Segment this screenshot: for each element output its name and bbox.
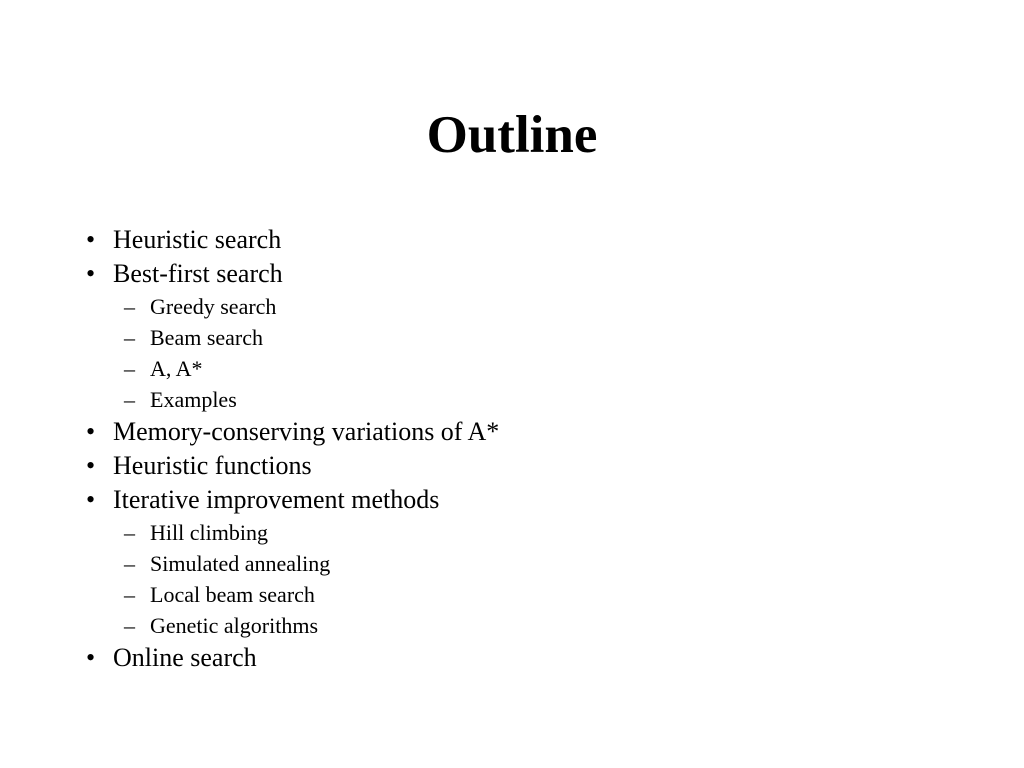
dash-marker: –: [124, 551, 135, 576]
sub-list-item-text: Greedy search: [150, 294, 277, 319]
bullet-marker: •: [86, 643, 96, 672]
list-item-text: Online search: [113, 643, 257, 672]
sub-list-item-text: Examples: [150, 387, 237, 412]
list-item: [86, 257, 966, 291]
list-item: [86, 415, 966, 449]
sub-list-item-text: A, A*: [150, 356, 203, 381]
dash-marker: –: [124, 387, 135, 412]
sub-list-item: [86, 517, 966, 548]
outline-list: [86, 223, 966, 675]
list-item-text: Iterative improvement methods: [113, 485, 440, 514]
sub-list-item: [86, 353, 966, 384]
list-item: [86, 223, 966, 257]
dash-marker: –: [124, 325, 135, 350]
sub-list-item-text: Beam search: [150, 325, 263, 350]
bullet-marker: •: [86, 259, 96, 288]
sub-list-item: [86, 548, 966, 579]
bullet-marker: •: [86, 485, 96, 514]
list-item: [86, 449, 966, 483]
bullet-marker: •: [86, 225, 96, 254]
dash-marker: –: [124, 294, 135, 319]
sub-list-item: [86, 384, 966, 415]
list-item: [86, 483, 966, 517]
list-item-text: Memory-conserving variations of A*: [113, 417, 500, 446]
dash-marker: –: [124, 582, 135, 607]
sub-list-item: [86, 322, 966, 353]
sub-list-item: [86, 291, 966, 322]
list-item-text: Heuristic search: [113, 225, 282, 254]
sub-list-item-text: Local beam search: [150, 582, 315, 607]
sub-list-item-text: Hill climbing: [150, 520, 268, 545]
list-item-text: Heuristic functions: [113, 451, 312, 480]
dash-marker: –: [124, 356, 135, 381]
sub-list-item: [86, 579, 966, 610]
bullet-marker: •: [86, 417, 96, 446]
list-item-text: Best-first search: [113, 259, 283, 288]
sub-list-item-text: Genetic algorithms: [150, 613, 319, 638]
dash-marker: –: [124, 520, 135, 545]
bullet-marker: •: [86, 451, 96, 480]
list-item: [86, 641, 966, 675]
sub-list-item: [86, 610, 966, 641]
dash-marker: –: [124, 613, 135, 638]
sub-list-item-text: Simulated annealing: [150, 551, 331, 576]
slide-title: Outline: [426, 106, 598, 164]
